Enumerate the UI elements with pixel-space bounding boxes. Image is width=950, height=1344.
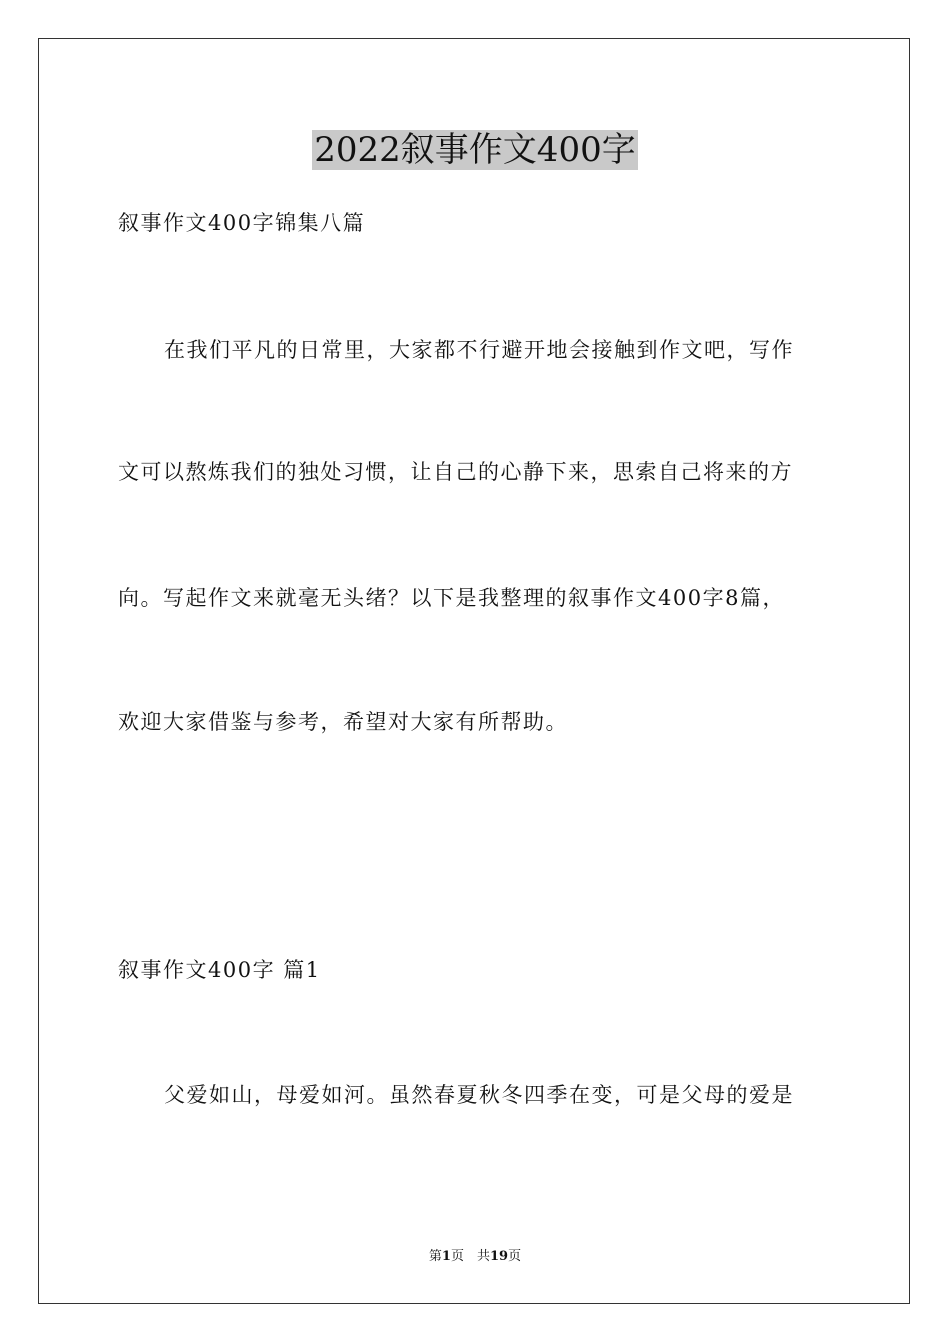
total-page-count: 19 — [489, 1249, 509, 1264]
current-page-number: 1 — [441, 1249, 451, 1264]
page-prefix: 第 — [428, 1249, 442, 1264]
paragraph-line: 向。写起作文来就毫无头绪？以下是我整理的叙事作文400字8篇， — [118, 586, 785, 610]
page-mid: 页 共 — [450, 1249, 490, 1264]
document-title — [0, 128, 950, 172]
page-suffix: 页 — [508, 1249, 522, 1264]
document-subtitle: 叙事作文400字锦集八篇 — [118, 211, 366, 235]
paragraph-line: 文可以熬炼我们的独处习惯，让自己的心静下来，思索自己将来的方 — [118, 460, 793, 484]
paragraph-line: 欢迎大家借鉴与参考，希望对大家有所帮助。 — [118, 710, 568, 734]
paragraph-line: 在我们平凡的日常里，大家都不行避开地会接触到作文吧，写作 — [164, 338, 794, 362]
section-heading: 叙事作文400字 篇1 — [118, 958, 321, 982]
page-footer — [0, 1248, 950, 1266]
paragraph-line: 父爱如山，母爱如河。虽然春夏秋冬四季在变，可是父母的爱是 — [164, 1083, 794, 1107]
document-title-text: 2022叙事作文400字 — [314, 130, 636, 170]
